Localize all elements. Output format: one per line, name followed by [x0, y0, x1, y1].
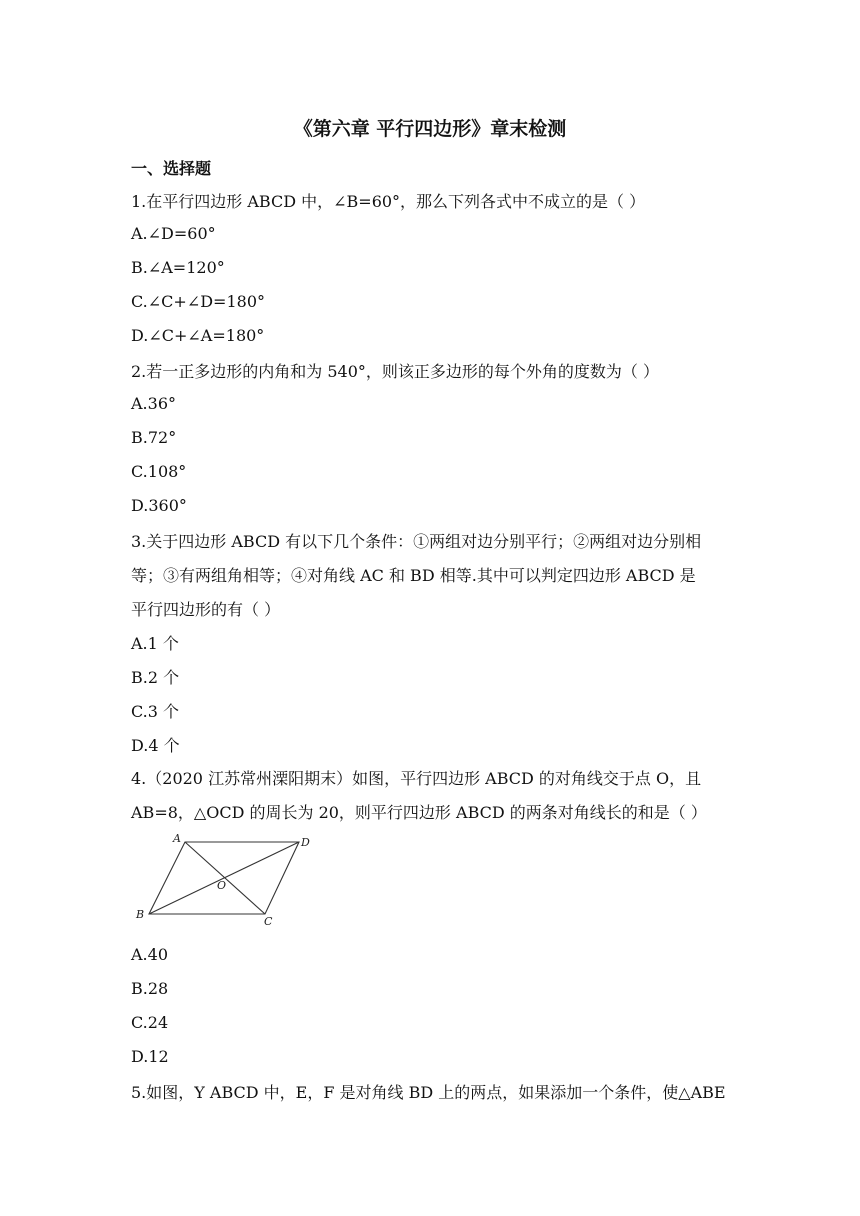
question-3-stem-line-2: 等；③有两组角相等；④对角线 AC 和 BD 相等.其中可以判定四边形 ABCD 是: [131, 566, 696, 585]
question-1-option-a: A.∠D=60°: [131, 224, 216, 243]
document-title: 《第六章 平行四边形》章末检测: [293, 118, 567, 140]
question-3-stem-line-3: 平行四边形的有（ ）: [131, 600, 281, 619]
question-3-option-b: B.2 个: [131, 668, 180, 687]
question-4-stem-line-2: AB=8，△OCD 的周长为 20，则平行四边形 ABCD 的两条对角线长的和是（ ）: [131, 803, 707, 822]
question-4-option-a: A.40: [131, 945, 168, 964]
question-5-stem: 5.如图，Y ABCD 中，E，F 是对角线 BD 上的两点，如果添加一个条件，使△ABE: [131, 1083, 726, 1102]
section-heading: 一、选择题: [131, 159, 212, 178]
question-2-option-b: B.72°: [131, 428, 177, 447]
question-1-option-c: C.∠C+∠D=180°: [131, 292, 265, 311]
question-1-stem: 1.在平行四边形 ABCD 中，∠B=60°，那么下列各式中不成立的是（ ）: [131, 192, 646, 211]
parallelogram-figure: [131, 832, 321, 928]
question-1-option-b: B.∠A=120°: [131, 258, 225, 277]
question-2-stem: 2.若一正多边形的内角和为 540°，则该正多边形的每个外角的度数为（ ）: [131, 362, 659, 381]
question-3-option-c: C.3 个: [131, 702, 180, 721]
question-2-option-d: D.360°: [131, 496, 187, 515]
label-c: C: [264, 915, 273, 928]
label-b: B: [136, 908, 145, 921]
question-2-option-c: C.108°: [131, 462, 187, 481]
label-d: D: [301, 836, 310, 849]
question-3-option-a: A.1 个: [131, 634, 179, 653]
label-a: A: [173, 832, 181, 845]
question-3-stem-line-1: 3.关于四边形 ABCD 有以下几个条件：①两组对边分别平行；②两组对边分别相: [131, 532, 702, 551]
question-4-option-d: D.12: [131, 1047, 169, 1066]
label-o: O: [217, 879, 227, 892]
diagonal-bd: [149, 842, 299, 914]
question-1-option-d: D.∠C+∠A=180°: [131, 326, 265, 345]
question-4-option-c: C.24: [131, 1013, 169, 1032]
question-4-option-b: B.28: [131, 979, 169, 998]
question-4-stem-line-1: 4.（2020 江苏常州溧阳期末）如图，平行四边形 ABCD 的对角线交于点 O，且: [131, 769, 702, 788]
question-3-option-d: D.4 个: [131, 736, 180, 755]
question-2-option-a: A.36°: [131, 394, 176, 413]
